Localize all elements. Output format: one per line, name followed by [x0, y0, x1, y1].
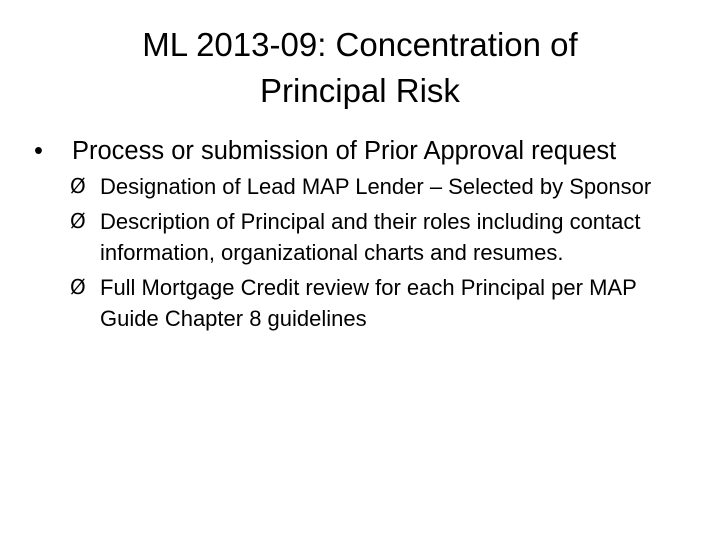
slide-title [60, 22, 660, 114]
slide-title-line-1: ML 2013-09: Concentration of [142, 26, 578, 63]
slide-title-line-2: Principal Risk [260, 72, 460, 109]
bullet-text: Process or submission of Prior Approval request [72, 137, 617, 165]
arrow-bullet-icon: Ø [70, 174, 86, 198]
sub-bullet-text: Designation of Lead MAP Lender – Selected by Sponsor [100, 174, 652, 199]
sub-bullet-text: Full Mortgage Credit review for each Principal per MAP Guide Chapter 8 guidelines [100, 275, 637, 331]
sub-bullet-text: Description of Principal and their roles including contact information, organizational charts and resumes. [100, 209, 641, 265]
sub-bullet-list [30, 171, 690, 334]
bullet-item [30, 134, 690, 169]
arrow-bullet-icon: Ø [70, 209, 86, 233]
bullet-list [30, 134, 690, 338]
sub-bullet-item [70, 171, 690, 202]
arrow-bullet-icon: Ø [70, 275, 86, 299]
sub-bullet-item [70, 206, 690, 268]
bullet-marker: • [34, 137, 43, 165]
sub-bullet-item [70, 272, 690, 334]
